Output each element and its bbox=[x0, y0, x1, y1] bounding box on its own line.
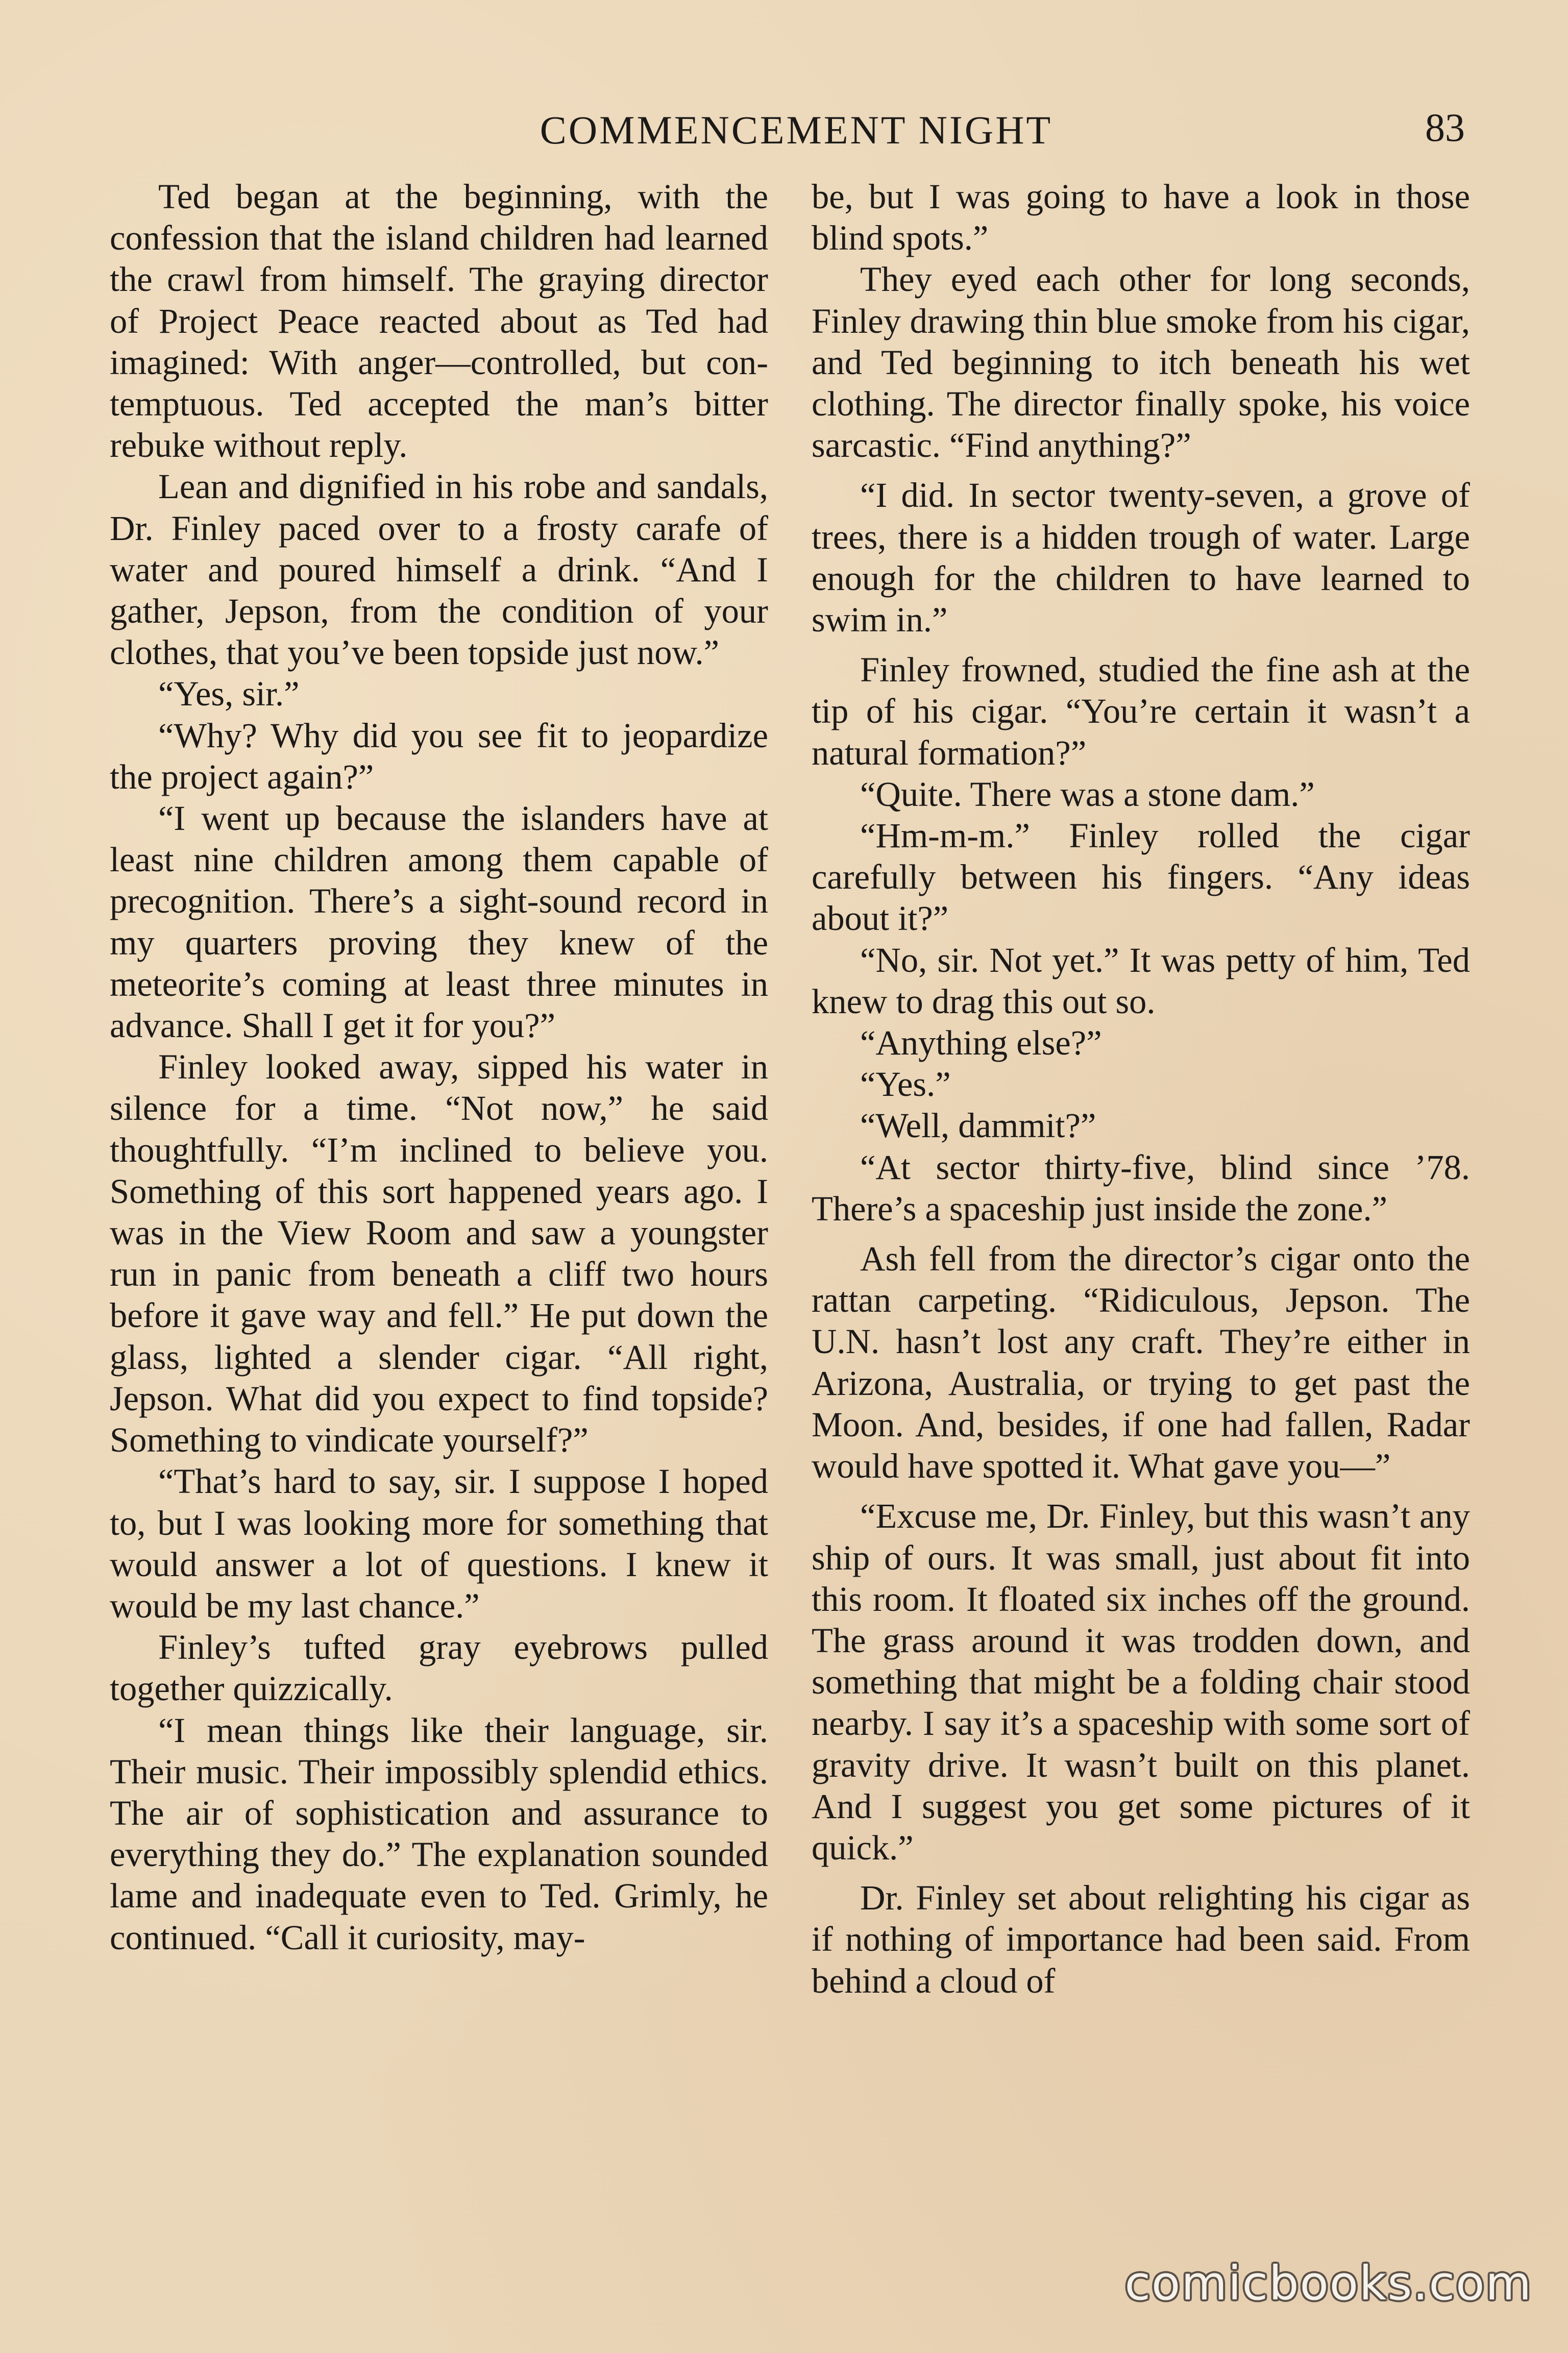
running-head: COMMENCEMENT NIGHT bbox=[540, 108, 1053, 152]
paragraph-continued: be, but I was going to have a look in those blind spots.” bbox=[812, 177, 1470, 258]
paragraph: “Why? Why did you see fit to jeopardize the project again?” bbox=[110, 716, 768, 796]
paragraph: Finley’s tufted gray eyebrows pulled together quizzically. bbox=[110, 1628, 768, 1708]
left-column bbox=[110, 176, 768, 1958]
paragraph: “Well, dammit?” bbox=[860, 1106, 1096, 1145]
paragraph: “At sector thirty-five, blind since ’78. There’s a spaceship just inside the zone.” bbox=[812, 1147, 1470, 1228]
paragraph: They eyed each other for long seconds, Finley drawing thin blue smoke from his cigar, and Ted beginning to itch beneath his wet clothing. The director finally spoke, his voice sarcastic. “Find anything?” bbox=[812, 260, 1470, 465]
paragraph: “I did. In sector twenty-seven, a grove of trees, there is a hidden trough of water. Large enough for the children to have learned to swim in.” bbox=[812, 476, 1470, 640]
paragraph: “Excuse me, Dr. Finley, but this wasn’t any ship of ours. It was small, just about fit into this room. It floated six inches off the ground. The grass around it was trodden down, and something that might be a folding chair stood nearby. I say it’s a spaceship with some sort of gravity drive. It wasn’t built on this planet. And I suggest you get some pictures of it quick.” bbox=[812, 1497, 1470, 1867]
paragraph: “No, sir. Not yet.” It was petty of him, Ted knew to drag this out so. bbox=[812, 940, 1470, 1021]
paragraph: “Yes.” bbox=[860, 1065, 951, 1104]
right-column bbox=[812, 176, 1470, 2002]
paragraph: “I went up because the islanders have at least nine children among them capable of precognition. There’s a sight-sound record in my quarters proving they knew of the meteorite’s coming at least three minutes in advance. Shall I get it for you?” bbox=[110, 799, 768, 1045]
paragraph: Lean and dignified in his robe and sandals, Dr. Finley paced over to a frosty carafe of water and poured himself a drink. “And I gather, Jepson, from the condition of your clothes, that you’ve been topside just now.” bbox=[110, 467, 768, 672]
paragraph: Finley looked away, sipped his water in silence for a time. “Not now,” he said thoughtfully. “I’m inclined to believe you. Something of this sort happened years ago. I was in the View Room and saw a youngster run in panic from beneath a cliff two hours before it gave way and fell.” He put down the glass, lighted a slender cigar. “All right, Jepson. What did you expect to find topside? Something to vindicate yourself?” bbox=[110, 1047, 768, 1460]
paragraph: “Yes, sir.” bbox=[158, 674, 300, 714]
paragraph: “That’s hard to say, sir. I suppose I hoped to, but I was looking more for something that would answer a lot of questions. I knew it would be my last chance.” bbox=[110, 1462, 768, 1625]
paragraph: Finley frowned, studied the fine ash at the tip of his cigar. “You’re certain it wasn’t a natural formation?” bbox=[812, 650, 1470, 772]
paragraph: “Hm-m-m.” Finley rolled the cigar carefully between his fingers. “Any ideas about it?” bbox=[812, 816, 1470, 938]
paragraph: “I mean things like their language, sir. Their music. Their impossibly splendid ethics. The air of sophistication and assurance to everything they do.” The explanation sounded lame and inadequate even to Ted. Grimly, he continued. “Call it curiosity, may- bbox=[110, 1710, 768, 1957]
paragraph: Ted began at the beginning, with the confession that the island children had learned the crawl from himself. The graying director of Project Peace reacted about as Ted had imagined: With anger—controlled, but contemptuous. Ted accepted the man’s bitter rebuke without reply. bbox=[110, 177, 768, 465]
page-number: 83 bbox=[1425, 105, 1465, 150]
page-header bbox=[107, 102, 1485, 158]
paragraph: Dr. Finley set about relighting his cigar as if nothing of importance had been said. From behind a cloud of bbox=[812, 1878, 1470, 2000]
paragraph: “Anything else?” bbox=[860, 1023, 1102, 1063]
watermark-logo: comicbooks.com bbox=[1124, 2256, 1532, 2311]
paragraph: Ash fell from the director’s cigar onto the rattan carpeting. “Ridiculous, Jepson. The U.N. hasn’t lost any craft. They’re either in Arizona, Australia, or trying to get past the Moon. And, besides, if one had fallen, Radar would have spotted it. What gave you—” bbox=[812, 1239, 1470, 1486]
paragraph: “Quite. There was a stone dam.” bbox=[860, 774, 1315, 814]
